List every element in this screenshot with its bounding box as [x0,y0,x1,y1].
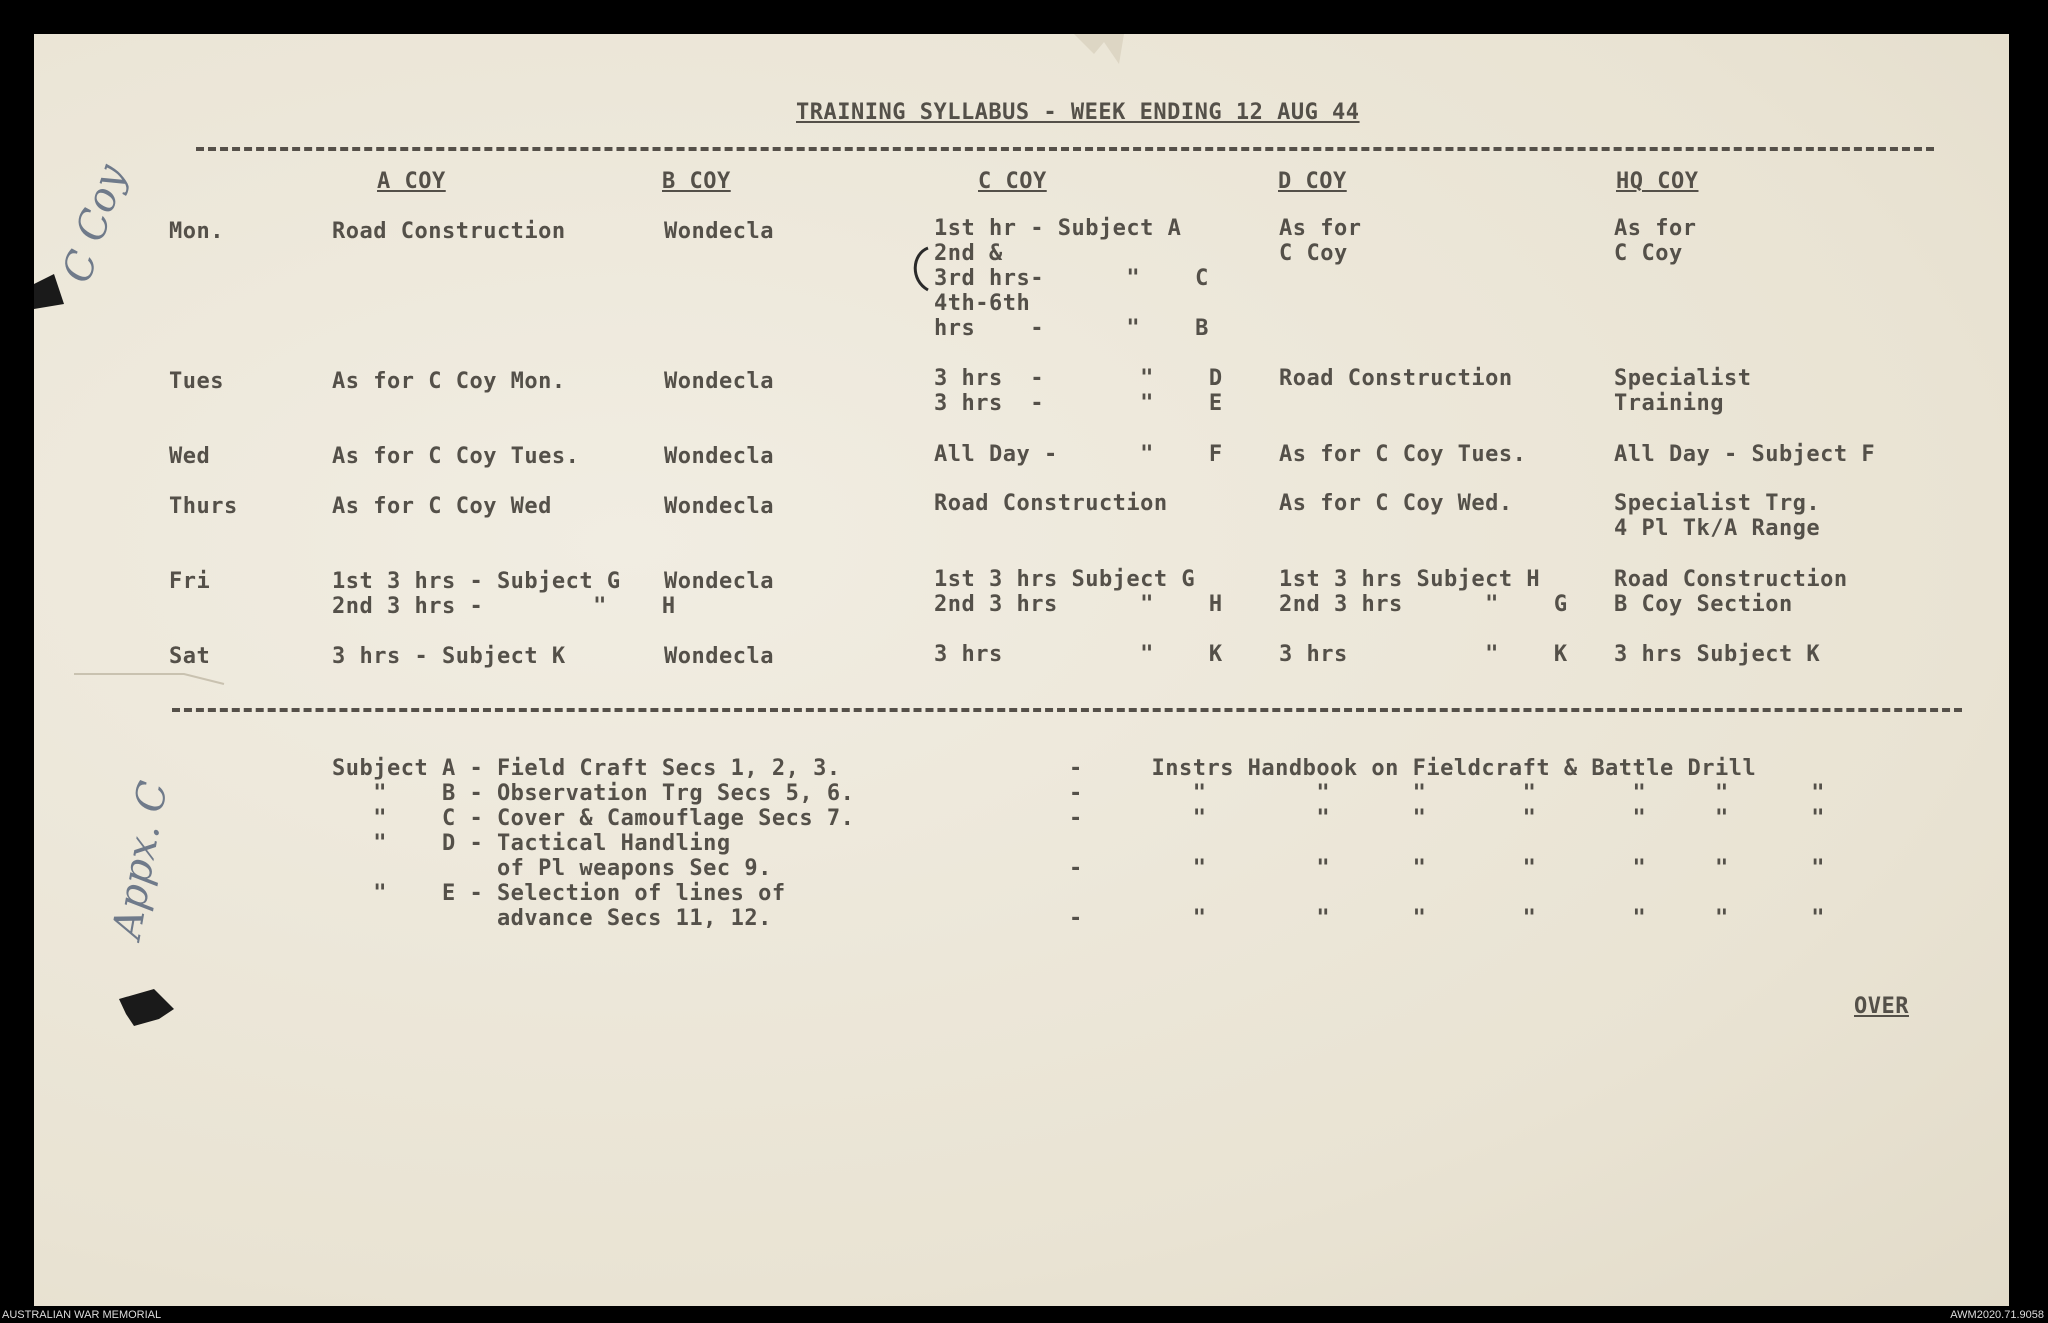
handwritten-margin-note-bottom: Appx. C [104,777,177,942]
cell-thurs-a: As for C Coy Wed [332,494,552,519]
cell-sat-d: 3 hrs " K [1279,642,1568,667]
cell-mon-c-line-5: hrs - " B [934,316,1209,341]
cell-sat-a: 3 hrs - Subject K [332,644,566,669]
cell-tues-c-line-2: 3 hrs - " E [934,391,1223,416]
subject-key-line-4: " D - Tactical Handling [332,831,731,856]
subject-key-line-6: " E - Selection of lines of [332,881,786,906]
cell-tues-c-line-1: 3 hrs - " D [934,366,1223,391]
cell-mon-c-line-3: 3rd hrs- " C [934,266,1209,291]
column-header-c-coy: C COY [978,169,1047,194]
cell-tues-b: Wondecla [664,369,774,394]
pencil-bracket-mark [906,246,936,296]
cell-sat-c: 3 hrs " K [934,642,1223,667]
reference-line-2: - " " " " " " " [1069,781,1825,806]
cell-fri-d-line-2: 2nd 3 hrs " G [1279,592,1568,617]
top-tear-mark [1069,34,1129,74]
cell-sat-b: Wondecla [664,644,774,669]
paper-damage-marks [34,34,234,1034]
top-divider [196,147,1934,151]
cell-mon-c-line-4: 4th-6th [934,291,1031,316]
cell-thurs-hq-line-2: 4 Pl Tk/A Range [1614,516,1821,541]
cell-tues-hq-line-2: Training [1614,391,1724,416]
cell-fri-c-line-2: 2nd 3 hrs " H [934,592,1223,617]
footer-item-id: AWM2020.71.9058 [1950,1309,2044,1321]
cell-fri-d-line-1: 1st 3 hrs Subject H [1279,567,1541,592]
cell-mon-c-line-2: 2nd & [934,241,1003,266]
cell-wed-b: Wondecla [664,444,774,469]
cell-thurs-c: Road Construction [934,491,1168,516]
cell-mon-hq-line-2: C Coy [1614,241,1683,266]
cell-fri-hq-line-2: B Coy Section [1614,592,1793,617]
subject-key-line-1: Subject A - Field Craft Secs 1, 2, 3. [332,756,841,781]
column-header-a-coy: A COY [377,169,446,194]
reference-line-1: - Instrs Handbook on Fieldcraft & Battle Drill [1069,756,1757,781]
day-label-mon: Mon. [169,219,224,244]
day-label-thurs: Thurs [169,494,238,519]
reference-line-3: - " " " " " " " [1069,806,1825,831]
document-page [34,34,2009,1306]
cell-mon-d-line-2: C Coy [1279,241,1348,266]
subject-key-line-5: of Pl weapons Sec 9. [332,856,772,881]
cell-mon-d-line-1: As for [1279,216,1362,241]
day-label-tues: Tues [169,369,224,394]
cell-fri-a-line-2: 2nd 3 hrs - " H [332,594,676,619]
page-title: TRAINING SYLLABUS - WEEK ENDING 12 AUG 44 [796,100,1360,125]
reference-line-7: - " " " " " " " [1069,906,1825,931]
over-note: OVER [1854,994,1909,1019]
day-label-sat: Sat [169,644,211,669]
cell-mon-a: Road Construction [332,219,566,244]
cell-fri-b: Wondecla [664,569,774,594]
cell-wed-c: All Day - " F [934,442,1223,467]
column-header-d-coy: D COY [1278,169,1347,194]
cell-mon-hq-line-1: As for [1614,216,1697,241]
cell-wed-a: As for C Coy Tues. [332,444,580,469]
cell-fri-hq-line-1: Road Construction [1614,567,1848,592]
footer-archive-label: AUSTRALIAN WAR MEMORIAL [2,1309,162,1321]
subject-key-line-2: " B - Observation Trg Secs 5, 6. [332,781,855,806]
reference-line-5: - " " " " " " " [1069,856,1825,881]
cell-mon-c-line-1: 1st hr - Subject A [934,216,1182,241]
cell-wed-hq: All Day - Subject F [1614,442,1876,467]
bottom-divider [172,708,1962,712]
handwritten-margin-note-top: C Coy [54,159,136,289]
column-header-b-coy: B COY [662,169,731,194]
cell-mon-b: Wondecla [664,219,774,244]
cell-tues-a: As for C Coy Mon. [332,369,566,394]
cell-fri-a-line-1: 1st 3 hrs - Subject G [332,569,621,594]
cell-sat-hq: 3 hrs Subject K [1614,642,1821,667]
cell-tues-d: Road Construction [1279,366,1513,391]
cell-thurs-d: As for C Coy Wed. [1279,491,1513,516]
cell-thurs-hq-line-1: Specialist Trg. [1614,491,1821,516]
cell-fri-c-line-1: 1st 3 hrs Subject G [934,567,1196,592]
subject-key-line-3: " C - Cover & Camouflage Secs 7. [332,806,855,831]
column-header-hq-coy: HQ COY [1616,169,1699,194]
day-label-wed: Wed [169,444,211,469]
cell-wed-d: As for C Coy Tues. [1279,442,1527,467]
subject-key-line-7: advance Secs 11, 12. [332,906,772,931]
day-label-fri: Fri [169,569,211,594]
cell-thurs-b: Wondecla [664,494,774,519]
cell-tues-hq-line-1: Specialist [1614,366,1752,391]
